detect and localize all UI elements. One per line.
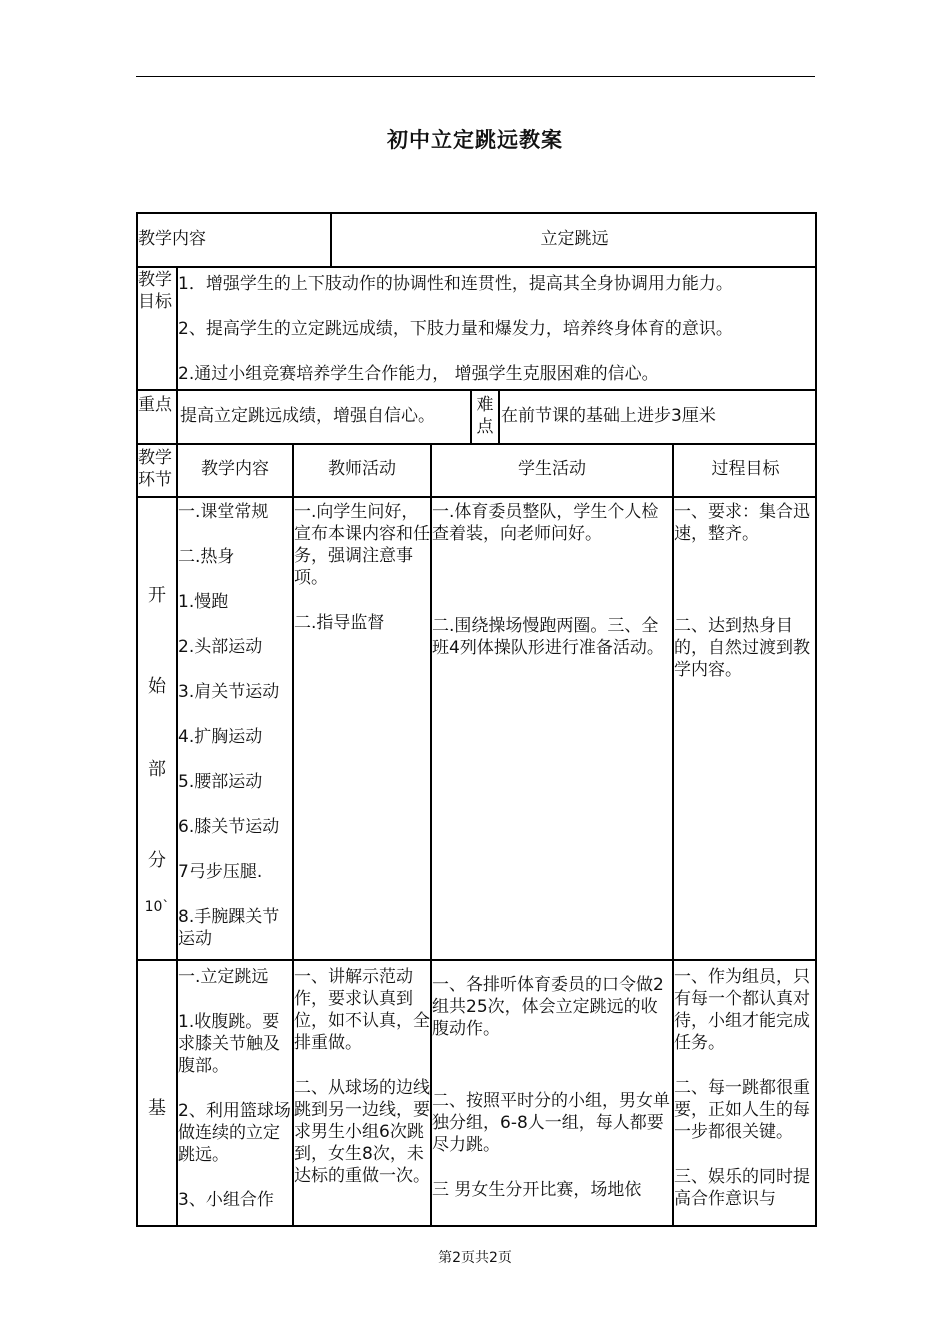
header-goal: 过程目标 — [711, 459, 780, 479]
content-line: 6.膝关节运动 — [178, 817, 280, 837]
basic-student — [432, 974, 672, 1224]
header-student: 学生活动 — [518, 459, 586, 479]
content-line: 1.收腹跳。要求膝关节触及腹部。 — [178, 1012, 280, 1076]
student-line: 三 男女生分开比赛，场地依 — [432, 1180, 642, 1200]
content-label: 教学内容 — [138, 229, 206, 249]
content-value: 立定跳远 — [540, 229, 609, 249]
start-content — [178, 501, 292, 950]
goal-item: 2.通过小组竞赛培养学生合作能力， 增强学生克服困难的信心。 — [178, 364, 659, 384]
teacher-line: 一.向学生问好，宣布本课内容和任务，强调注意事项。 — [294, 502, 430, 588]
header-rule — [136, 76, 815, 77]
content-line: 一.立定跳远 — [178, 967, 269, 987]
basic-teacher — [294, 966, 430, 1210]
stage-start-char: 部 — [148, 759, 166, 780]
content-line: 2、利用篮球场做连续的立定跳远。 — [178, 1101, 291, 1165]
content-line: 3、小组合作 — [178, 1190, 274, 1210]
row-divider — [138, 443, 817, 445]
goals-label: 教学目标 — [138, 270, 172, 312]
content-line: 2.头部运动 — [178, 637, 263, 657]
stage-start-char: 分 — [148, 850, 166, 871]
goal-line: 二、达到热身目的，自然过渡到教学内容。 — [674, 616, 810, 680]
goal-item: 1．增强学生的上下肢动作的协调性和连贯性，提高其全身协调用力能力。 — [178, 274, 733, 294]
goal-line: 一、要求：集合迅速，整齐。 — [674, 502, 810, 544]
teacher-line: 二.指导监督 — [294, 613, 385, 633]
content-line: 4.扩胸运动 — [178, 727, 263, 747]
teacher-line: 一、讲解示范动作，要求认真到位，如不认真，全排重做。 — [294, 967, 430, 1053]
content-line: 二.热身 — [178, 547, 235, 567]
student-line: 二、按照平时分的小组，男女单独分组，6-8人一组，每人都要尽力跳。 — [432, 1091, 670, 1155]
stage-start-char: 开 — [148, 585, 166, 606]
stage-start-char: 始 — [148, 676, 166, 697]
goal-line: 一、作为组员，只有每一个都认真对待，小组才能完成任务。 — [674, 967, 810, 1053]
teacher-line: 二、从球场的边线跳到另一边线，要求男生小组6次跳到，女生8次，未达标的重做一次。 — [294, 1078, 430, 1186]
stage-basic-char: 基 — [148, 1098, 166, 1119]
row-divider — [138, 266, 817, 268]
content-line: 1.慢跑 — [178, 592, 229, 612]
content-line: 一.课堂常规 — [178, 502, 269, 522]
lesson-plan-table — [136, 212, 817, 1227]
student-line: 一.体育委员整队，学生个人检查着装，向老师问好。 — [432, 502, 659, 544]
goal-item: 2、提高学生的立定跳远成绩，下肢力量和爆发力，培养终身体育的意识。 — [178, 319, 733, 339]
content-line: 5.腰部运动 — [178, 772, 263, 792]
content-line: 7弓步压腿. — [178, 862, 263, 882]
goal-line: 二、每一跳都很重要，正如人生的每一步都很关键。 — [674, 1078, 810, 1142]
student-line: 一、各排听体育委员的口令做2组共25次，体会立定跳远的收腹动作。 — [432, 975, 664, 1039]
goal-line: 三、娱乐的同时提高合作意识与 — [674, 1167, 810, 1209]
start-student — [432, 501, 672, 682]
header-stage: 教学环节 — [138, 448, 172, 490]
page-footer: 第2页共2页 — [438, 1250, 512, 1266]
header-teacher: 教师活动 — [328, 459, 396, 479]
start-teacher — [294, 501, 430, 657]
content-line: 3.肩关节运动 — [178, 682, 280, 702]
difficulty-value: 在前节课的基础上进步3厘米 — [501, 406, 716, 426]
header-content: 教学内容 — [201, 459, 269, 479]
row-divider — [138, 959, 817, 961]
content-line: 8.手腕踝关节运动 — [178, 907, 280, 949]
key-value: 提高立定跳远成绩，增强自信心。 — [180, 406, 435, 426]
key-label: 重点 — [138, 395, 172, 415]
row-divider — [138, 496, 817, 498]
basic-goal — [674, 966, 817, 1227]
page-title: 初中立定跳远教案 — [387, 128, 563, 152]
difficulty-label: 难点 — [476, 395, 494, 437]
start-goal — [674, 501, 817, 704]
goals-list — [178, 273, 817, 408]
student-line: 二.围绕操场慢跑两圈。三、全班4列体操队形进行准备活动。 — [432, 616, 664, 658]
basic-content — [178, 966, 292, 1227]
stage-start-time: 10` — [144, 899, 170, 915]
